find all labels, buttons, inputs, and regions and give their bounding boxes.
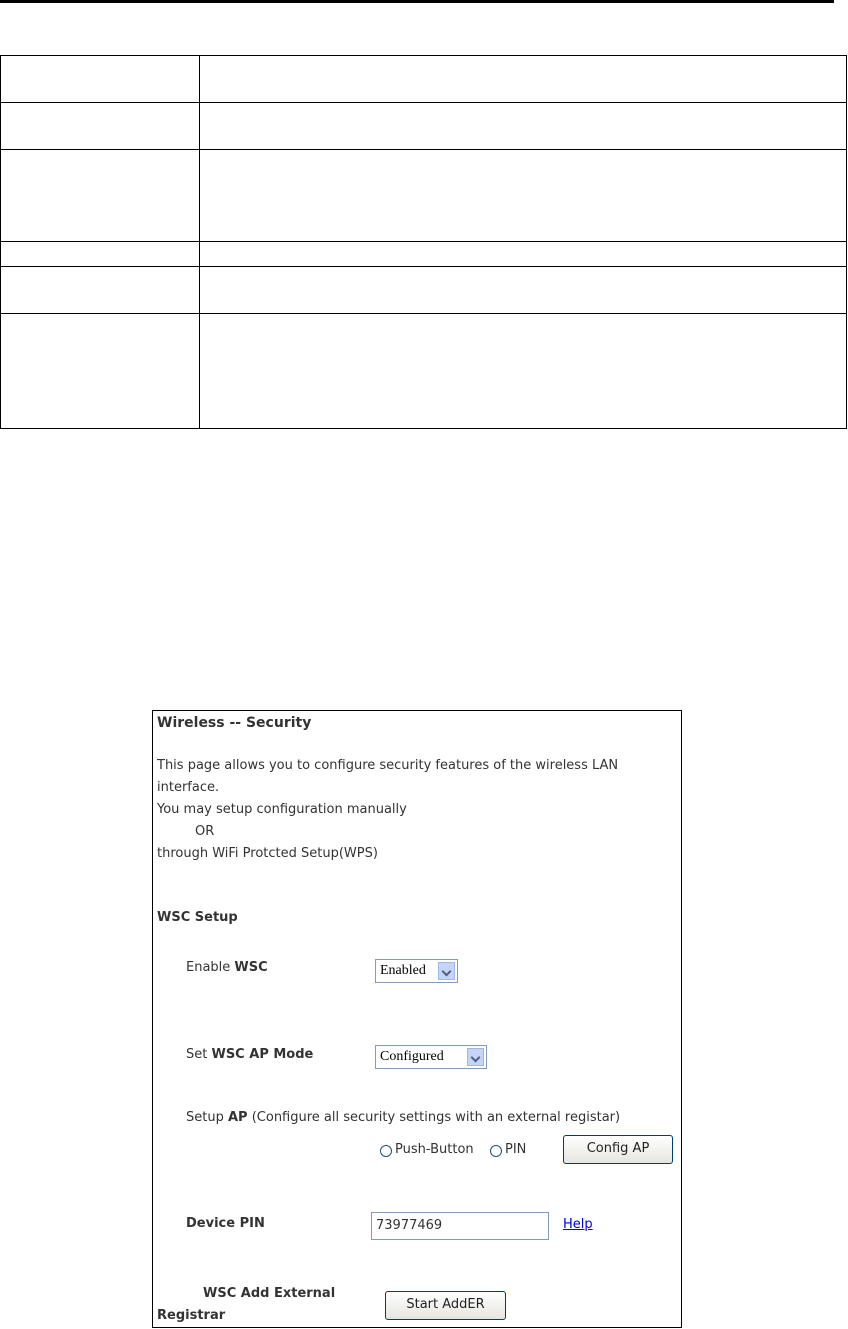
pin-radio-label: PIN [505,1142,527,1157]
enable-wsc-select[interactable] [375,959,458,983]
start-adder-button[interactable]: Start AddER [385,1291,506,1320]
label-text-bold: WSC AP Mode [211,1047,314,1062]
label-text-bold: AP [227,1110,248,1125]
wireless-security-panel [152,710,682,1328]
intro-text: interface. [157,780,220,795]
select-value: Enabled [380,963,426,978]
label-note: (Configure all security settings with an external registar) [247,1110,621,1125]
table-row [1,56,847,103]
description-table [0,55,847,429]
wsc-add-registrar-label: WSC Add External [203,1286,336,1301]
chevron-down-icon [438,962,455,980]
wsc-ap-mode-select[interactable] [375,1045,487,1069]
table-row [1,150,847,242]
push-button-radio-label: Push-Button [395,1142,474,1157]
intro-text: This page allows you to configure security features of the wireless LAN [157,758,619,773]
pin-radio[interactable] [490,1145,502,1157]
device-pin-field[interactable]: 73977469 [371,1212,549,1240]
table-row [1,267,847,314]
config-ap-button[interactable]: Config AP [563,1135,673,1164]
intro-text: through WiFi Protcted Setup(WPS) [157,846,378,861]
label-text: Enable [186,960,235,975]
chevron-down-icon [467,1048,484,1066]
push-button-radio[interactable] [380,1145,392,1157]
label-text: Set [186,1047,212,1062]
wsc-setup-heading: WSC Setup [157,910,238,925]
intro-text: You may setup configuration manually [157,802,407,817]
wsc-add-registrar-label: Registrar [157,1308,226,1323]
label-text-bold: WSC [234,960,268,975]
select-value: Configured [380,1049,444,1064]
table-row [1,314,847,429]
header-rule [0,0,834,3]
device-pin-label: Device PIN [186,1216,265,1231]
help-link[interactable]: Help [563,1217,593,1232]
label-text: Setup [186,1110,228,1125]
table-row [1,103,847,150]
intro-or: OR [195,824,215,839]
setup-ap-label [186,1110,620,1125]
wsc-ap-mode-label [186,1047,313,1062]
table-row [1,242,847,267]
page-title: Wireless -- Security [157,715,312,731]
enable-wsc-label [186,960,268,975]
